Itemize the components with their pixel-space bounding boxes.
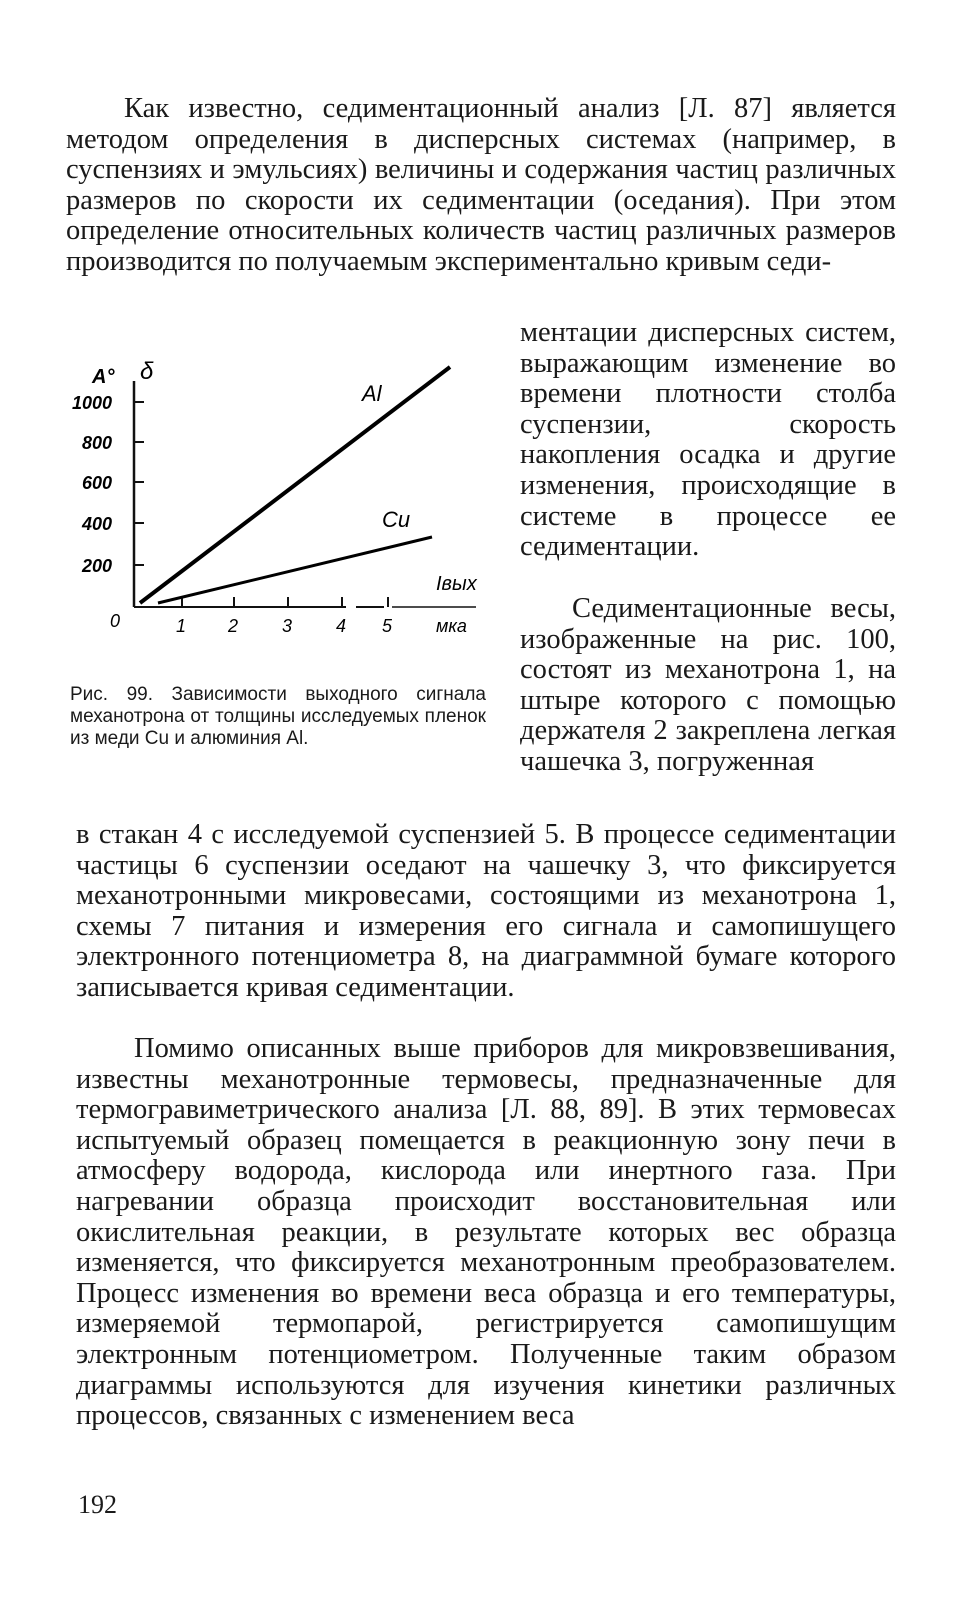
paragraph-1-top: Как известно, седиментационный анализ [Л. 87] является методом определения в дисперсных системах (например, в суспензиях и эмульсиях) величины и содержания частиц различных размеров по скорости их седиментации (оседания). При этом определение относительных количеств частиц различных размеров производится по получаемым экспериментально кривым седи- xyxy=(66,93,896,277)
figure-99-chart xyxy=(66,345,506,665)
x-tick-5: 5 xyxy=(382,616,393,636)
series-cu-label: Cu xyxy=(382,507,411,532)
x-axis-unit: мка xyxy=(436,616,467,636)
paragraph-1-side: ментации дисперсных систем, выражающим изменение во времени плотности столба суспензии, скорость накопления осадка и другие изменения, происходящие в системе в процессе ее седиментации. xyxy=(520,317,896,563)
x-axis-label: Iвых xyxy=(436,573,477,595)
series-cu-line xyxy=(158,537,432,603)
paragraph-2-side: Седиментационные весы, изображенные на рис. 100, состоят из механотрона 1, на штыре которого с помощью держателя 2 закреплена легкая чашечка 3, погруженная xyxy=(520,593,896,777)
x-tick-2: 2 xyxy=(228,616,239,636)
y-axis-unit: A° xyxy=(92,366,115,388)
series-al-label: Al xyxy=(362,381,382,406)
paragraph-2-full: в стакан 4 с исследуемой суспензией 5. В процессе седиментации частицы 6 суспензии оседают на чашечку 3, что фиксируется механотронными микровесами, состоящими из механотрона 1, схемы 7 питания и измерения его сигнала и самопишущего электронного потенциометра 8, на диаграммной бумаге которого записывается кривая седиментации. xyxy=(76,819,896,1003)
x-tick-4: 4 xyxy=(336,616,347,636)
y-tick-400: 400 xyxy=(82,514,113,534)
series-al-line xyxy=(140,367,450,603)
y-tick-200: 200 xyxy=(82,556,113,576)
paragraph-3: Помимо описанных выше приборов для микровзвешивания, известны механотронные термовесы, предназначенные для термогравиметрического анализа [Л. 88, 89]. В этих термовесах испытуемый образец помещается в реакционную зону печи в атмосферу водорода, кислорода или инертного газа. При нагревании образца происходит восстановительная или окислительная реакции, в результате которых вес образца изменяется, что фиксируется механотронным преобразователем. Процесс изменения во времени веса образца и его температуры, измеряемой термопарой, регистрируется самопишущим электронным потенциометром. Полученные таким образом диаграммы используются для изучения кинетики различных процессов, связанных с изменением веса xyxy=(76,1033,896,1432)
y-tick-800: 800 xyxy=(82,433,113,453)
figure-99 xyxy=(66,345,506,665)
x-tick-1: 1 xyxy=(176,616,187,636)
y-tick-1000: 1000 xyxy=(72,393,113,413)
figure-caption: Рис. 99. Зависимости выходного сигнала механотрона от толщины исследуемых пленок из меди Cu и алюминия Al. xyxy=(70,684,486,749)
x-tick-3: 3 xyxy=(282,616,293,636)
y-axis-symbol: δ xyxy=(140,358,154,385)
y-tick-0: 0 xyxy=(110,611,121,631)
page-number: 192 xyxy=(78,1490,117,1519)
y-tick-600: 600 xyxy=(82,473,113,493)
